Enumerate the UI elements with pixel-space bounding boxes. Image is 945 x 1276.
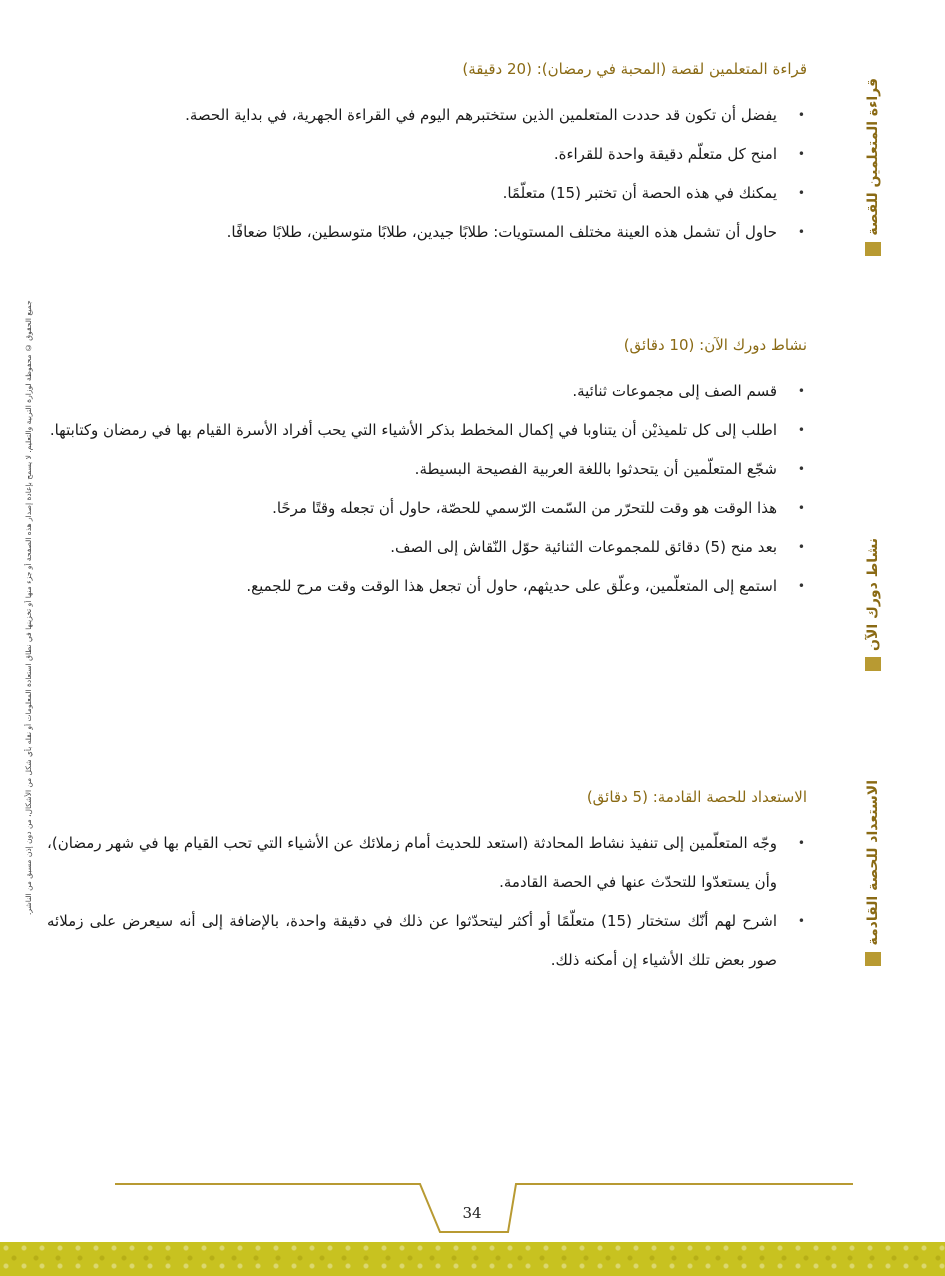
side-marker-bar <box>865 952 881 966</box>
bullet-list <box>47 824 807 980</box>
copyright-notice: جميع الحقوق © محفوظة لوزارة التربية والتعليم. لا يسمح بإعادة إصدار هذه الصفحة أو جزء منها أو تخزينها في نطاق استعادة المعلومات أو نقله بأي شكل من الأشكال، من دون إذن مسبق من الناشر. <box>24 300 33 915</box>
section-heading: قراءة المتعلمين لقصة (المحبة في رمضان): (20 دقيقة) <box>462 60 807 78</box>
list-item-text: حاول أن تشمل هذه العينة مختلف المستويات: طلابًا جيدين، طلابًا متوسطين، طلابًا ضعافًا. <box>226 223 777 241</box>
page-number: 34 <box>462 1204 482 1222</box>
list-item-text: بعد منح (5) دقائق للمجموعات الثنائية حوّل النّقاش إلى الصف. <box>390 538 777 556</box>
list-item: • استمع إلى المتعلّمين، وعلّق على حديثهم، حاول أن تجعل هذا الوقت وقت مرح للجميع. <box>246 577 805 595</box>
list-item: • يفضل أن تكون قد حددت المتعلمين الذين ستختبرهم اليوم في القراءة الجهرية، في بداية الحصة. <box>185 106 805 124</box>
list-item: • بعد منح (5) دقائق للمجموعات الثنائية حوّل النّقاش إلى الصف. <box>390 538 805 556</box>
list-item: • امنح كل متعلّم دقيقة واحدة للقراءة. <box>553 145 805 163</box>
side-label-text: قراءة المتعلمين للقصة <box>865 78 881 236</box>
bullet-list <box>47 96 807 252</box>
list-item-text: يفضل أن تكون قد حددت المتعلمين الذين ستختبرهم اليوم في القراءة الجهرية، في بداية الحصة. <box>185 106 777 124</box>
section-your-turn <box>47 334 807 606</box>
list-item: • حاول أن تشمل هذه العينة مختلف المستويات: طلابًا جيدين، طلابًا متوسطين، طلابًا ضعافًا. <box>226 223 805 241</box>
list-item-text: يمكنك في هذه الحصة أن تختبر (15) متعلّمًا. <box>502 184 777 202</box>
side-label-text: الاستعداد للحصة القادمة <box>865 780 881 946</box>
side-marker-bar <box>865 242 881 256</box>
list-item: • وجّه المتعلّمين إلى تنفيذ نشاط المحادثة (استعد للحديث أمام زملائك عن الأشياء التي تحب القيام بها في شهر رمضان)، وأن يستعدّوا للتحدّث عنها في الحصة القادمة. <box>47 834 805 891</box>
list-item: • اطلب إلى كل تلميذيْن أن يتناوبا في إكمال المخطط بذكر الأشياء التي يحب أفراد الأسرة القيام بها في رمضان وكتابتها. <box>49 421 805 439</box>
list-item: • هذا الوقت هو وقت للتحرّر من السّمت الرّسمي للحصّة، حاول أن تجعله وقتًا مرحًا. <box>272 499 805 517</box>
section-reading <box>47 58 807 252</box>
list-item-text: اشرح لهم أنّك ستختار (15) متعلّمًا أو أكثر ليتحدّثوا عن ذلك في دقيقة واحدة، بالإضافة إلى أنه سيعرض على زملائه صور بعض تلك الأشياء إن أمكنه ذلك. <box>47 912 777 969</box>
list-item: • اشرح لهم أنّك ستختار (15) متعلّمًا أو أكثر ليتحدّثوا عن ذلك في دقيقة واحدة، بالإضافة إلى أنه سيعرض على زملائه صور بعض تلك الأشياء إن أمكنه ذلك. <box>47 912 805 969</box>
list-item-text: هذا الوقت هو وقت للتحرّر من السّمت الرّسمي للحصّة، حاول أن تجعله وقتًا مرحًا. <box>272 499 777 517</box>
list-item-text: امنح كل متعلّم دقيقة واحدة للقراءة. <box>553 145 777 163</box>
list-item: • يمكنك في هذه الحصة أن تختبر (15) متعلّمًا. <box>502 184 805 202</box>
list-item: • قسم الصف إلى مجموعات ثنائية. <box>572 382 805 400</box>
side-label-your-turn <box>843 538 903 671</box>
list-item-text: وجّه المتعلّمين إلى تنفيذ نشاط المحادثة (استعد للحديث أمام زملائك عن الأشياء التي تحب القيام بها في شهر رمضان)، وأن يستعدّوا للتحدّث عنها في الحصة القادمة. <box>47 834 777 891</box>
side-marker-bar <box>865 657 881 671</box>
bullet-list <box>47 372 807 606</box>
list-item-text: قسم الصف إلى مجموعات ثنائية. <box>572 382 777 400</box>
side-label-next-lesson <box>843 780 903 966</box>
section-heading: نشاط دورك الآن: (10 دقائق) <box>623 336 807 354</box>
list-item-text: استمع إلى المتعلّمين، وعلّق على حديثهم، حاول أن تجعل هذا الوقت وقت مرح للجميع. <box>246 577 777 595</box>
list-item: • شجّع المتعلّمين أن يتحدثوا باللغة العربية الفصيحة البسيطة. <box>414 460 805 478</box>
bottom-pattern-band <box>0 1242 945 1276</box>
side-label-reading <box>843 78 903 256</box>
list-item-text: شجّع المتعلّمين أن يتحدثوا باللغة العربية الفصيحة البسيطة. <box>414 460 777 478</box>
section-heading: الاستعداد للحصة القادمة: (5 دقائق) <box>586 788 807 806</box>
list-item-text: اطلب إلى كل تلميذيْن أن يتناوبا في إكمال المخطط بذكر الأشياء التي يحب أفراد الأسرة القيام بها في رمضان وكتابتها. <box>49 421 777 439</box>
section-next-lesson <box>47 786 807 980</box>
side-label-text: نشاط دورك الآن <box>865 538 881 651</box>
